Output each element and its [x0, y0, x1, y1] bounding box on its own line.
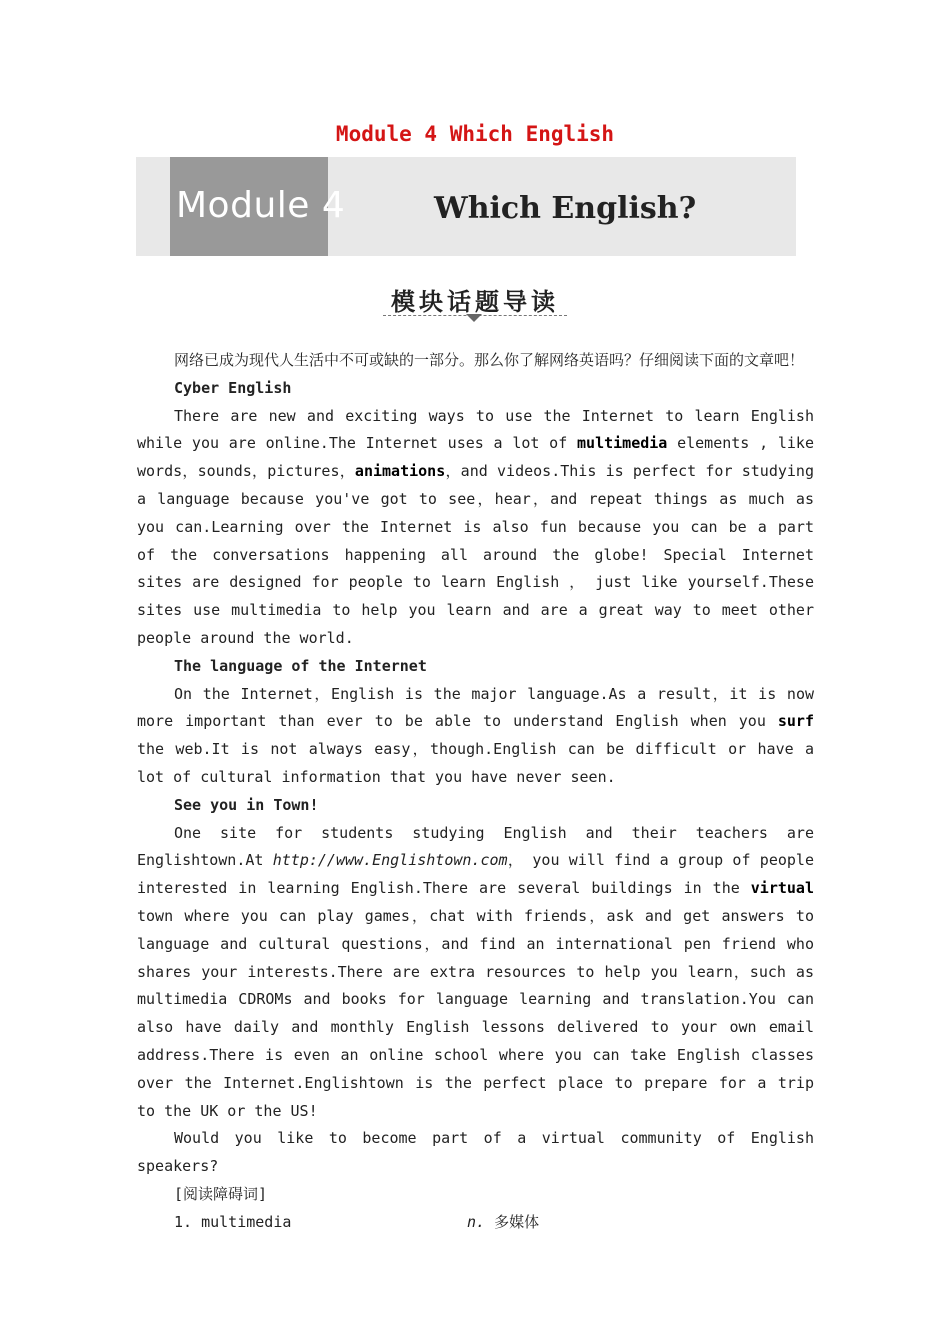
- article-body: [137, 347, 814, 1237]
- englishtown-url: http://www.Englishtown.com: [272, 851, 508, 870]
- module-label: Module 4: [176, 185, 346, 226]
- closing-question: Would you like to become part of a virtual community of English speakers?: [137, 1129, 814, 1176]
- section-heading: 模块话题导读: [383, 282, 567, 316]
- vocab-number: 1.: [174, 1212, 193, 1231]
- text-run: elements , like words，sounds，pictures，: [137, 434, 814, 481]
- vocab-item: [137, 1209, 814, 1237]
- text-run: town where you can play games，chat with friends，ask and get answers to language and cultural questions，and find an international pen friend who shares your interests.There are extra resources to help you learn，such as multimedia CDROMs and books for language learning and translation.You can also have daily and monthly English lessons delivered to your own email address.There is even an online school where you can take English classes over the Internet.Englishtown is the perfect place to prepare for a trip to the UK or the US!: [137, 906, 814, 1120]
- vocab-part-of-speech: n.: [467, 1212, 486, 1231]
- text-run: One site for students studying English and their teachers are Englishtown.At: [137, 823, 814, 870]
- subheading-see-you-in-town: See you in Town!: [174, 795, 319, 814]
- keyword-virtual: virtual: [750, 879, 814, 898]
- text-run: ，and videos.This is perfect for studying a language because you've got to see，hear，and repeat things as much as you can.Learning over the Internet is also fun because you can be a part of the conversations happening all around the globe! Special Internet sites are designed for people to learn English ， just like yourself.These sites use multimedia to help you learn and are a great way to meet other people around the world.: [137, 462, 814, 647]
- paragraph-cyber-english: [137, 403, 814, 653]
- module-banner-title: Which English?: [434, 191, 697, 226]
- keyword-surf: surf: [777, 712, 814, 731]
- paragraph-language-of-internet: [137, 681, 814, 792]
- module-label-box: [170, 157, 346, 256]
- keyword-multimedia: multimedia: [577, 434, 668, 453]
- vocab-word: multimedia: [201, 1212, 292, 1231]
- text-run: ， you will find a group of people interested in learning English.There are several buildings in the: [137, 851, 814, 898]
- vocab-meaning: 多媒体: [494, 1212, 540, 1231]
- vocab-heading: [阅读障碍词]: [174, 1184, 268, 1203]
- subheading-language-of-internet: The language of the Internet: [174, 656, 427, 675]
- intro-paragraph: 网络已成为现代人生活中不可或缺的一部分。那么你了解网络英语吗？仔细阅读下面的文章吧！: [174, 351, 805, 369]
- text-run: There are new and exciting ways to use the Internet to learn English while you are online.The Internet uses a lot of: [137, 406, 814, 453]
- subheading-cyber-english: Cyber English: [174, 378, 292, 397]
- vocab-term: [174, 1209, 291, 1237]
- vocab-definition: [467, 1209, 539, 1237]
- text-run: On the Internet，English is the major language.As a result，it is now more important than ever to be able to understand English when you: [137, 684, 814, 731]
- down-triangle-icon: [466, 314, 482, 322]
- module-banner: [136, 157, 796, 256]
- document-title: Module 4 Which English: [335, 122, 615, 146]
- text-run: the web.It is not always easy，though.English can be difficult or have a lot of cultural information that you have never seen.: [137, 740, 814, 786]
- keyword-animations: animations: [354, 462, 446, 481]
- paragraph-see-you-in-town: [137, 820, 814, 1126]
